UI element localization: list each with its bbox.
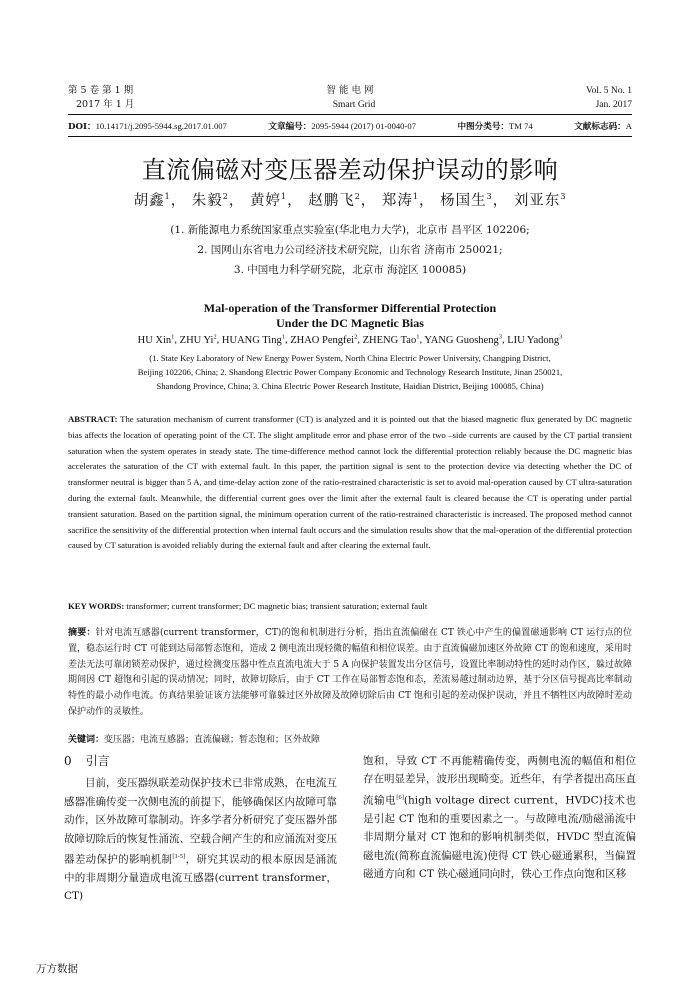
affiliations-en (70, 351, 630, 393)
author-en: HUANG Ting$^1$ (221, 333, 285, 346)
author-list-en: HU Xin$^1$, ZHU Yi$^2$, HUANG Ting$^1$, ZHAO Pengfei$^2$, ZHENG Tao$^1$, YANG Guosheng$^3$, LIU Yadong$^3$ (137, 333, 563, 346)
author-cn: 郑涛$^1$ (381, 192, 419, 209)
affiliation-line: 2. 国网山东省电力公司经济技术研究院，山东省 济南市 250021; (197, 244, 503, 256)
abstract-cn-label: 摘要： (68, 628, 96, 638)
citation[interactable]: [1-5] (172, 853, 186, 861)
citation[interactable]: [6] (396, 793, 404, 801)
author-en: YANG Guosheng$^3$ (424, 333, 502, 346)
issue-date: 2017 年 1 月 (76, 99, 135, 110)
affiliation-line: Shandong Province, China; 3. China Electric Power Research Institute, Haidian District, Beijing 100085, China) (156, 381, 544, 391)
watermark-footer: 万方数据 (36, 963, 78, 975)
paper-title-cn: 直流偏磁对变压器差动保护误动的影响 (141, 156, 559, 184)
article-meta (68, 120, 632, 132)
keywords-cn-label: 关键词： (68, 735, 105, 745)
title-en-line: Under the DC Magnetic Bias (276, 316, 424, 330)
body-column-left (64, 752, 337, 906)
affiliation-line: (1. 新能源电力系统国家重点实验室(华北电力大学)，北京市 昌平区 102206; (170, 224, 530, 236)
journal-header (68, 84, 632, 112)
affiliation-line: 3. 中国电力科学研究院，北京市 海淀区 100085) (233, 264, 467, 276)
abstract-label: ABSTRACT: (68, 414, 118, 424)
author-cn: 赵鹏飞$^2$ (308, 192, 361, 209)
abstract-en (68, 412, 632, 554)
body-column-right (363, 752, 636, 883)
issue-date-en: Jan. 2017 (595, 100, 632, 110)
body-paragraph: 饱和，导致 CT 不再能精确传变，两侧电流的幅值和相位存在明显差异，波形出现畸变。近些年，有学者提出高压直流输电[6](high voltage direct current，HVDC)技术也是引起 CT 饱和的重要因素之一。与故障电流/励磁涌流中非周期分量对 CT 饱和的影响机制类似，HVDC 型直流偏磁电流(简称直流偏磁电流)使得 CT 铁心磁通累积，当偏置磁通方向和 CT 铁心磁通同向时，铁心工作点向饱和区移 (363, 755, 636, 880)
keywords-cn-text: 变压器；电流互感器；直流偏磁；暂态饱和；区外故障 (104, 735, 321, 745)
author-cn: 黄婷$^1$ (250, 192, 288, 209)
author-cn: 朱毅$^2$ (191, 192, 229, 209)
author-en: ZHAO Pengfei$^2$ (290, 333, 358, 346)
author-cn: 胡鑫$^1$ (133, 192, 171, 209)
keywords-cn (68, 732, 632, 745)
article-number: 文章编号：2095-5944 (2017) 01-0040-07 (268, 121, 416, 132)
clc-number: 中图分类号：TM 74 (457, 121, 533, 132)
author-en: ZHENG Tao$^1$ (362, 333, 420, 346)
document-code: 文献标志码：A (574, 121, 632, 132)
author-en: ZHU Yi$^2$ (179, 333, 217, 346)
affiliation-line: (1. State Key Laboratory of New Energy Power System, North China Electric Power University, Changping District, (149, 353, 551, 363)
journal-name-cn: 智 能 电 网 (326, 85, 374, 96)
keywords-label: KEY WORDS: (68, 601, 125, 611)
author-cn: 杨国生$^3$ (440, 192, 493, 209)
author-en: HU Xin$^1$ (137, 333, 175, 346)
body-paragraph: 目前，变压器纵联差动保护技术已非常成熟，在电流互感器准确传变一次侧电流的前提下，能够确保区内故障可靠动作，区外故障可靠制动。许多学者分析研究了变压器外部故障切除后的恢复性涌流、空载合闸产生的和应涌流对变压器差动保护的影响机制[1-5]，研究其误动的根本原因是涌流中的非周期分量造成电流互感器(current transformer，CT) (64, 777, 338, 903)
title-en-line: Mal-operation of the Transformer Differential Protection (203, 301, 497, 315)
volume-issue-en: Vol. 5 No. 1 (585, 86, 632, 96)
section-number: 0 (64, 754, 72, 768)
affiliations-cn (0, 220, 700, 280)
author-cn: 刘亚东$^3$ (513, 192, 567, 209)
abstract-text: The saturation mechanism of current transformer (CT) is analyzed and it is pointed out that the biased magnetic flux generated by DC magnetic bias affects the location of operating point of the CT. The slight amplitude error and phase error of the two –side currents are caused by the CT partial transient saturation when the system operates in steady state. The time-difference method cannot lock the differential protection reliably because the DC magnetic bias accelerates the saturation of the CT with external fault. In this paper, the partition signal is sent to the protection device via detecting whether the DC of transformer neutral is bigger than 5 A, and time-delay action zone of the ratio-restrained characteristic is set to avoid mal-operation caused by CT ultra-saturation during the external fault. Meanwhile, the differential current goes over the limit after the external fault is cleared because the CT is operating under partial transient saturation. Based on the partition signal, the minimum operation current of the ratio-restrained characteristic is increased. The proposed method cannot sacrifice the sensitivity of the differential protection when internal fault occurs and the simulation results show that the mal-operation of the differential protection caused by CT saturation is avoided reliably during the external fault and after clearing the external fault. (68, 414, 633, 551)
abstract-cn-text: 针对电流互感器(current transformer，CT)的饱和机制进行分析，指出直流偏磁在 CT 铁心中产生的偏置磁通影响 CT 运行点的位置，稳态运行时 CT 可能到达局部暂态饱和，造成 2 侧电流出现轻微的幅值和相位误差。由于直流偏磁加速区外故障 CT 的饱和速度，采用时差法无法可靠闭锁差动保护，通过检测变压器中性点直流电流大于 5 A 向保护装置发出分区信号，设置比率制动特性的延时动作区，躲过故障期间因 CT 超饱和引起的误动情况；同时，故障切除后，由于 CT 工作在局部暂态饱和态，差流易越过制动边界，基于分区信号提高比率制动特性的最小动作电流。仿真结果验证该方法能够可靠躲过区外故障及故障切除后由 CT 饱和引起的差动保护误动，并且不牺牲区内故障时差动保护动作的灵敏性。 (68, 628, 632, 717)
abstract-cn (68, 626, 632, 721)
affiliation-line: Beijing 102206, China; 2. Shandong Electric Power Company Economic and Technology Research Institute, Jinan 250021, (137, 367, 563, 377)
journal-name-en: Smart Grid (332, 100, 376, 110)
author-list-cn: 胡鑫$^1$， 朱毅$^2$， 黄婷$^1$， 赵鹏飞$^2$， 郑涛$^1$， 杨国生$^3$， 刘亚东$^3$ (133, 192, 567, 209)
doi: DOI：10.14171/j.2095-5944.sg.2017.01.007 (68, 121, 227, 132)
paper-title-en (0, 301, 700, 331)
volume-issue: 第 5 卷 第 1 期 (68, 85, 134, 96)
meta-rule (68, 136, 632, 137)
keywords-text: transformer; current transformer; DC magnetic bias; transient saturation; external fault (126, 601, 428, 611)
keywords-en (68, 601, 632, 611)
author-en: LIU Yadong$^3$ (507, 333, 563, 346)
section-title: 引言 (85, 754, 110, 768)
header-rule (68, 114, 632, 115)
section-heading (64, 752, 337, 770)
